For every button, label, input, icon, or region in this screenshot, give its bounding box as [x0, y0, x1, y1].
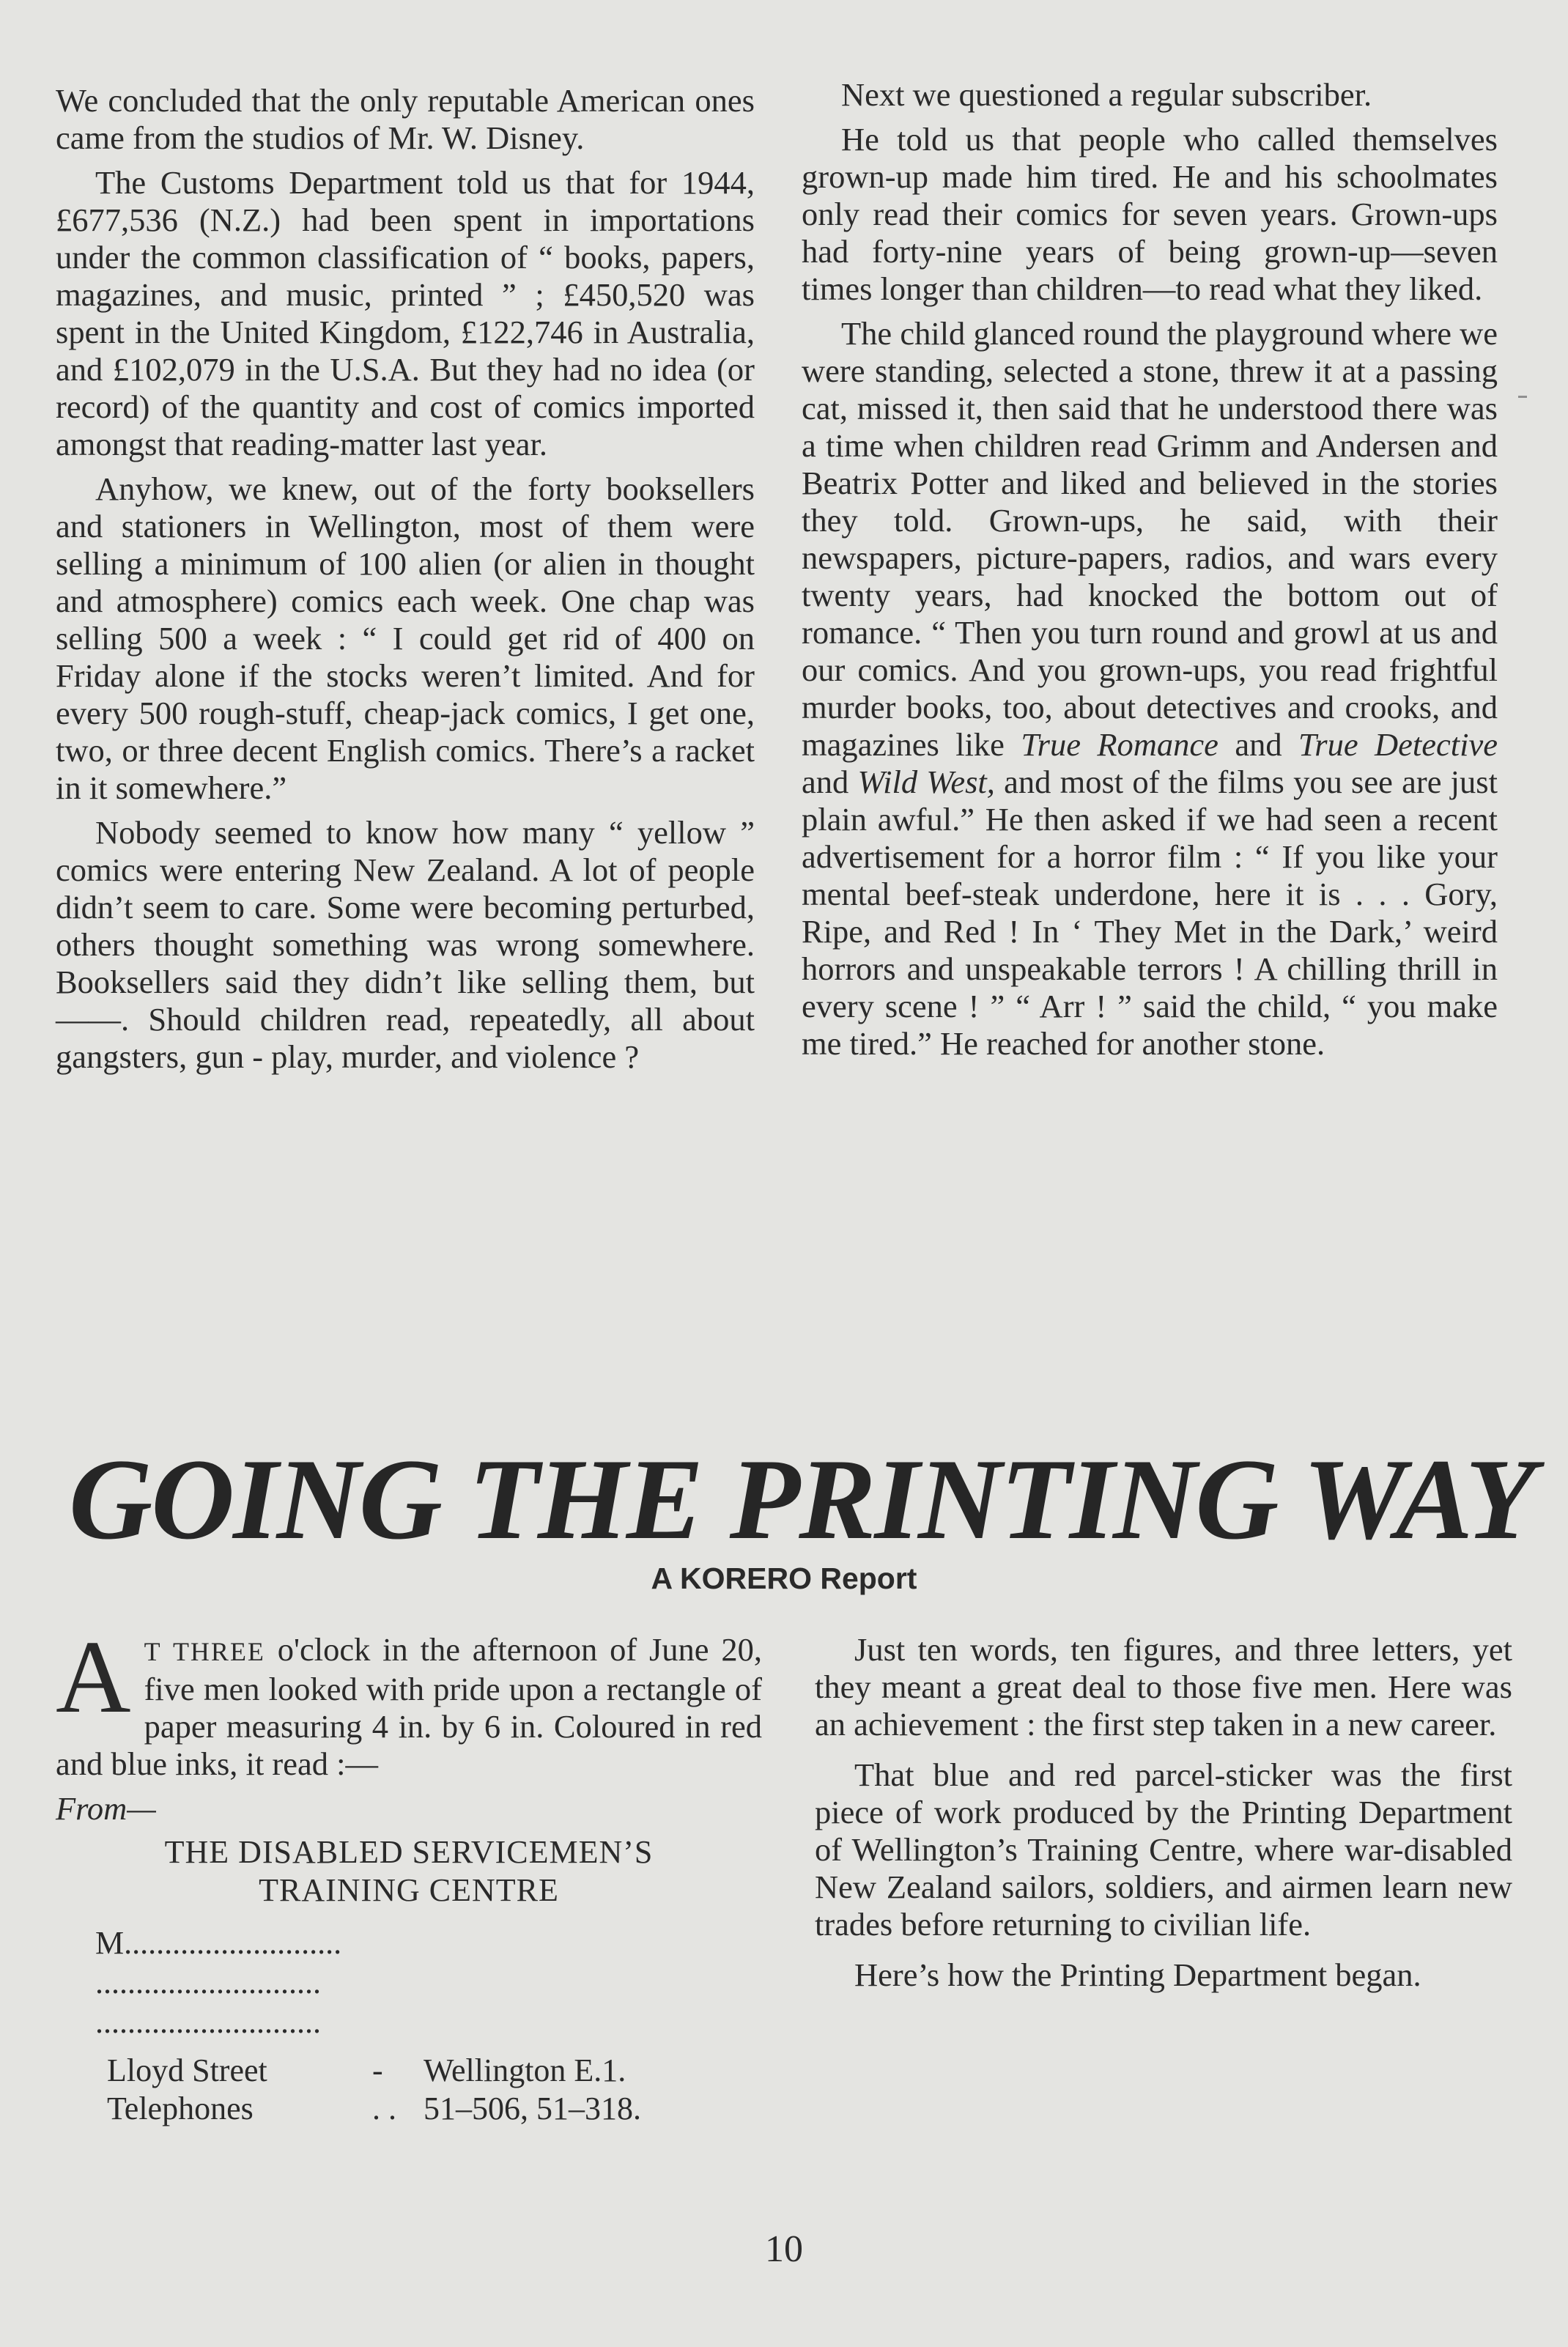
telephone-label: Telephones: [107, 2091, 254, 2126]
separator: . .: [372, 2091, 396, 2126]
lead-small-caps: T THREE: [144, 1637, 265, 1666]
separator: -: [372, 2052, 383, 2088]
telephone-numbers: 51–506, 51–318.: [424, 2091, 641, 2126]
text-run: and most of the films you see are just plain awful.” He then asked if we had seen a recent advertisement for a horror film : “ If you like your mental beef-steak underdone, here it is . . . Gory, Ripe, and Red ! In ‘ They Met in the Dark,’ weird horrors and unspeakable terrors ! A chilling thrill in every scene ! ” “ Arr ! ” said the child, “ you make me tired.” He reached for another stone.: [802, 764, 1498, 1062]
paragraph-mixed: [802, 315, 1498, 1062]
text-run: and: [802, 764, 858, 800]
city: Wellington E.1.: [424, 2052, 626, 2088]
paragraph: He told us that people who called themselves grown-up made him tired. He and his schoolmates only read their comics for seven years. Grown-ups had forty-nine years of being grown-up—seven times longer than children—to read what they liked.: [802, 121, 1498, 307]
right-column-continued-article: [802, 76, 1498, 1070]
address-line-blank: M...........................: [95, 1925, 342, 1961]
paragraph: We concluded that the only reputable American ones came from the studios of Mr. W. Disney.: [56, 82, 755, 156]
sticker-org-line: TRAINING CENTRE: [259, 1872, 559, 1908]
sticker-from-label: From—: [56, 1790, 156, 1827]
article-right-column: [815, 1631, 1512, 2001]
page-number: 10: [765, 2228, 803, 2270]
paragraph: Just ten words, ten figures, and three letters, yet they meant a great deal to those five men. Here was an achievement : the first step taken in a new career.: [815, 1631, 1512, 1742]
paragraph: Anyhow, we knew, out of the forty booksellers and stationers in Wellington, most of them were selling a minimum of 100 alien (or alien in thought and atmosphere) comics each week. One chap was selling 500 a week : “ I could get rid of 400 on Friday alone if the stocks weren’t limited. And for every 500 rough-stuff, cheap-jack comics, I get one, two, or three decent English comics. There’s a racket in it somewhere.”: [56, 470, 755, 806]
sticker-org-line: THE DISABLED SERVICEMEN’S: [164, 1834, 654, 1870]
margin-mark: [1518, 396, 1527, 398]
paragraph: The Customs Department told us that for 1944, £677,536 (N.Z.) had been spent in importations under the common classification of “ books, papers, magazines, and music, printed ” ; £450,520 was spent in the United Kingdom, £122,746 in Australia, and £102,079 in the U.S.A. But they had no idea (or record) of the quantity and cost of comics imported amongst that reading-matter last year.: [56, 164, 755, 462]
article-subheading: A KORERO Report: [651, 1561, 917, 1595]
address-line-blank: ............................: [95, 1965, 321, 2000]
magazine-title: True Romance: [1021, 726, 1218, 763]
magazine-title: True Detective: [1298, 726, 1498, 763]
text-run: and: [1218, 726, 1298, 763]
lead-paragraph: [56, 1619, 762, 1783]
text-run: The child glanced round the playground where we were standing, selected a stone, threw it at a passing cat, missed it, then said that he understood there was a time when children read Grimm and Andersen and Beatrix Potter and liked and believed in the stories they told. Grown-ups, he said, with their newspapers, picture-papers, radios, and wars every twenty years, had knocked the bottom out of romance. “ Then you turn round and growl at us and our comics. And you grown-ups, you read frightful murder books, too, about detectives and crooks, and magazines like: [802, 315, 1498, 763]
sticker-telephone-line: [107, 2090, 762, 2128]
sticker-organisation: [56, 1833, 762, 1910]
paragraph: That blue and red parcel-sticker was the first piece of work produced by the Printing Department of Wellington’s Training Centre, where war-disabled New Zealand sailors, soldiers, and airmen learn new trades before returning to civilian life.: [815, 1756, 1512, 1943]
paragraph: Next we questioned a regular subscriber.: [841, 76, 1372, 113]
sticker-street-line: [107, 2052, 762, 2090]
street: Lloyd Street: [107, 2052, 267, 2088]
lead-text: o'clock in the afternoon of June 20, five men looked with pride upon a rectangle of paper measuring 4 in. by 6 in. Coloured in red and blue inks, it read :—: [56, 1631, 762, 1782]
address-line-blank: ............................: [95, 2004, 321, 2040]
drop-cap: A: [56, 1619, 131, 1734]
article-left-column: [56, 1619, 762, 2128]
paragraph: Nobody seemed to know how many “ yellow ” comics were entering New Zealand. A lot of people didn’t seem to care. Some were becoming perturbed, others thought something was wrong somewhere. Booksellers said they didn’t like selling them, but——. Should children read, repeatedly, all about gangsters, gun - play, murder, and violence ?: [56, 814, 755, 1075]
article-headline: GOING THE PRINTING WAY: [69, 1435, 1534, 1564]
paragraph: Here’s how the Printing Department began.: [854, 1956, 1421, 1993]
left-column-continued-article: [56, 82, 755, 1083]
magazine-title: Wild West,: [857, 764, 995, 800]
